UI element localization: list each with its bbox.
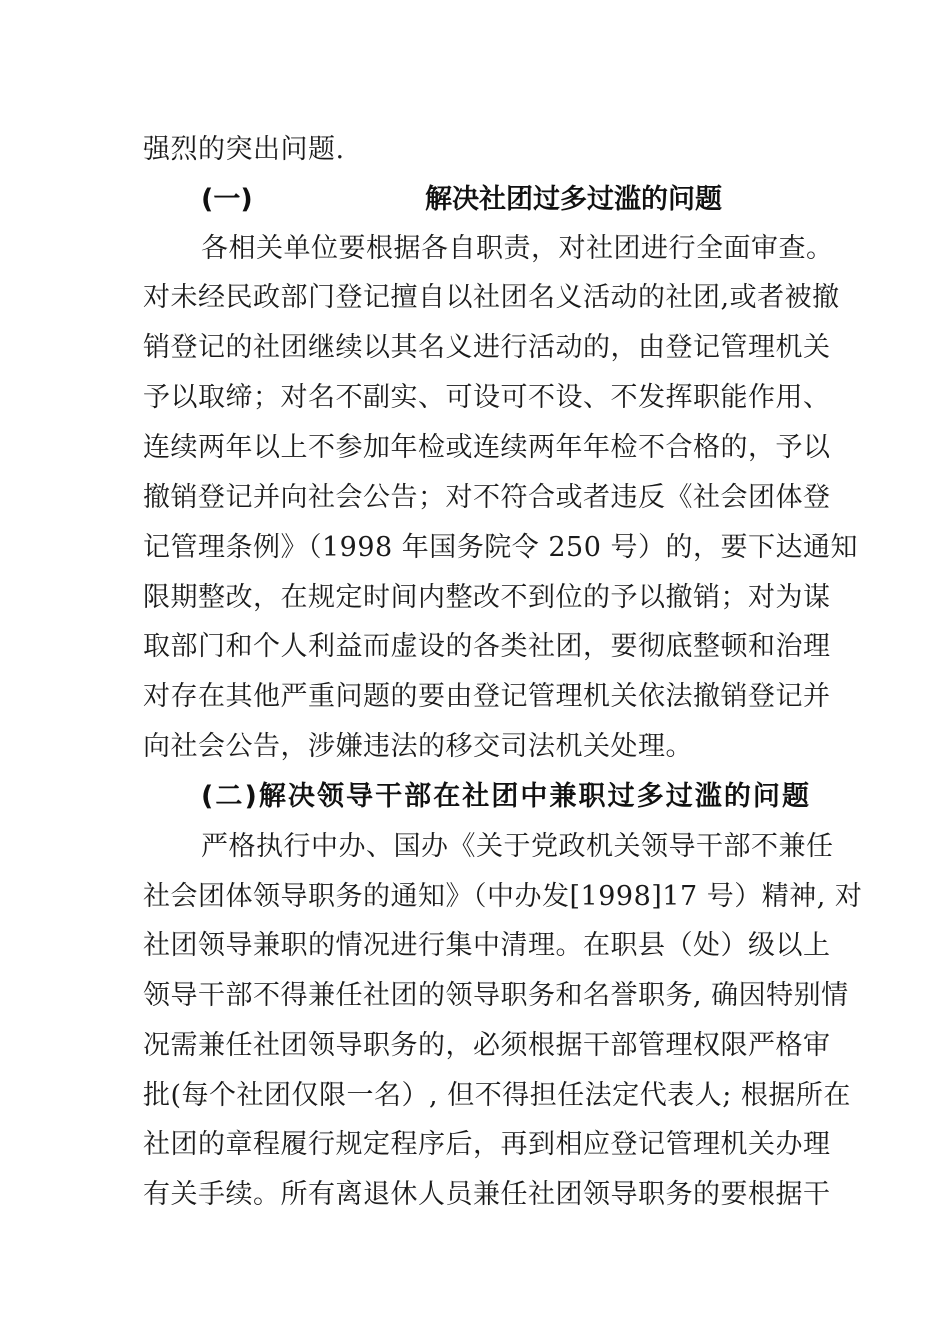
- section-heading: (二)解决领导干部在社团中兼职过多过滥的问题: [201, 781, 809, 812]
- body-text-line: 撤销登记并向社会公告；对不符合或者违反《社会团体登: [143, 482, 831, 513]
- body-text-line: 销登记的社团继续以其名义进行活动的，由登记管理机关: [143, 332, 831, 363]
- body-text-line: 社团领导兼职的情况进行集中清理。在职县（处）级以上: [143, 930, 831, 961]
- body-text-line: 批(每个社团仅限一名）, 但不得担任法定代表人; 根据所在: [143, 1080, 851, 1111]
- body-text-line: 连续两年以上不参加年检或连续两年年检不合格的，予以: [143, 432, 831, 463]
- body-text-line: 社会团体领导职务的通知》（中办发[1998]17 号）精神, 对: [143, 881, 863, 912]
- body-text-line: 限期整改，在规定时间内整改不到位的予以撤销；对为谋: [143, 582, 831, 613]
- section-heading-number: (一): [201, 184, 253, 215]
- body-text-line: 领导干部不得兼任社团的领导职务和名誉职务, 确因特别情: [143, 980, 849, 1011]
- body-text-line: 予以取缔；对名不副实、可设可不设、不发挥职能作用、: [143, 382, 831, 413]
- body-text-line: 况需兼任社团领导职务的，必须根据干部管理权限严格审: [143, 1030, 831, 1061]
- body-text-line: 社团的章程履行规定程序后，再到相应登记管理机关办理: [143, 1129, 831, 1160]
- body-text-line: 向社会公告，涉嫌违法的移交司法机关处理。: [143, 731, 693, 762]
- body-text-line: 对未经民政部门登记擅自以社团名义活动的社团,或者被撤: [143, 282, 840, 313]
- body-text-line: 取部门和个人利益而虚设的各类社团，要彻底整顿和治理: [143, 631, 831, 662]
- body-text-line: 各相关单位要根据各自职责，对社团进行全面审查。: [201, 233, 834, 264]
- body-text-line: 记管理条例》（1998 年国务院令 250 号）的，要下达通知: [143, 532, 858, 563]
- section-heading-title: 解决社团过多过滥的问题: [425, 184, 722, 215]
- body-text-line: 严格执行中办、国办《关于党政机关领导干部不兼任: [201, 831, 834, 862]
- body-text-line: 强烈的突出问题.: [143, 134, 345, 165]
- body-text-line: 有关手续。所有离退休人员兼任社团领导职务的要根据干: [143, 1179, 831, 1210]
- body-text-line: 对存在其他严重问题的要由登记管理机关依法撤销登记并: [143, 681, 831, 712]
